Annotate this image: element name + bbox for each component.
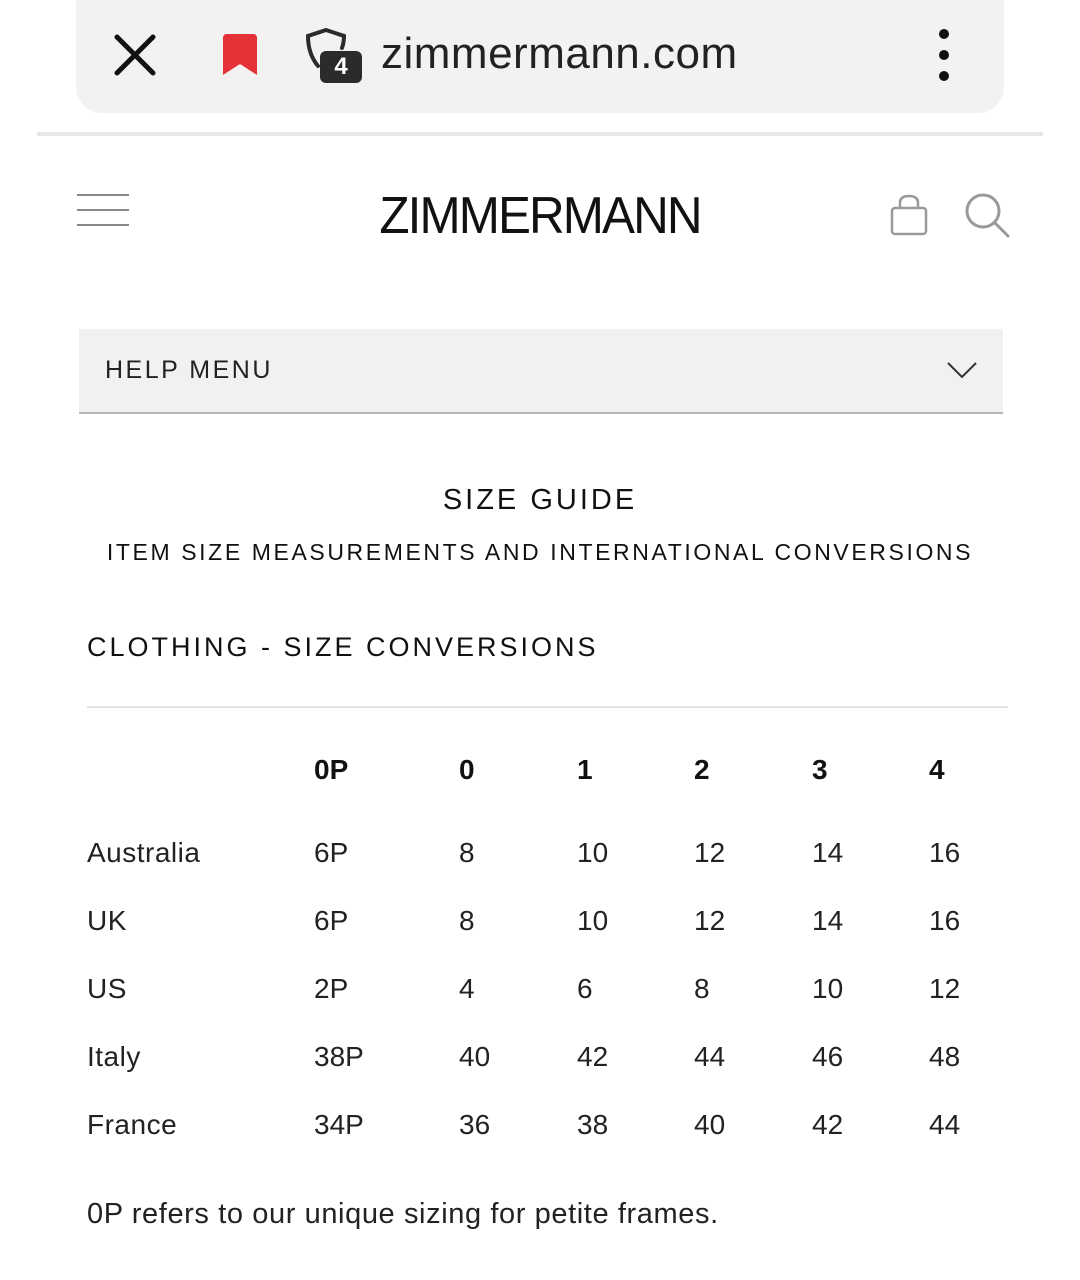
close-icon[interactable] xyxy=(112,32,158,78)
table-cell: 16 xyxy=(929,905,961,936)
bookmark-icon[interactable] xyxy=(220,32,260,78)
table-cell: 40 xyxy=(694,1109,726,1140)
chevron-down-icon xyxy=(945,359,979,381)
table-cell: 14 xyxy=(812,905,844,936)
table-cell: 46 xyxy=(812,1041,844,1072)
section-divider xyxy=(87,706,1008,708)
page-title: SIZE GUIDE xyxy=(442,484,638,516)
table-cell: 38 xyxy=(577,1109,609,1140)
country-label: UK xyxy=(87,905,127,936)
table-cell: 34P xyxy=(314,1109,364,1140)
table-cell: 44 xyxy=(929,1109,961,1140)
table-cell: 12 xyxy=(694,905,726,936)
country-label: Italy xyxy=(87,1041,141,1072)
table-cell: 42 xyxy=(577,1041,609,1072)
table-row xyxy=(87,823,1008,883)
table-cell: 40 xyxy=(459,1041,491,1072)
page-subtitle: ITEM SIZE MEASUREMENTS AND INTERNATIONAL CONVERSIONS xyxy=(106,539,974,565)
table-cell: 36 xyxy=(459,1109,491,1140)
table-cell: 12 xyxy=(929,973,961,1004)
column-header: 3 xyxy=(812,754,828,785)
site-logo[interactable]: ZIMMERMANN xyxy=(379,187,701,245)
table-cell: 38P xyxy=(314,1041,364,1072)
petite-sizing-footnote: 0P refers to our unique sizing for petite frames. xyxy=(87,1198,719,1230)
table-cell: 48 xyxy=(929,1041,961,1072)
table-cell: 4 xyxy=(459,973,475,1004)
tracker-count-badge: 4 xyxy=(320,51,362,83)
table-row xyxy=(87,959,1008,1019)
table-cell: 8 xyxy=(459,837,475,868)
table-cell: 8 xyxy=(459,905,475,936)
table-cell: 10 xyxy=(577,837,609,868)
table-cell: 6P xyxy=(314,905,349,936)
table-cell: 12 xyxy=(694,837,726,868)
more-vertical-icon[interactable] xyxy=(926,28,962,84)
table-cell: 6P xyxy=(314,837,349,868)
table-cell: 2P xyxy=(314,973,349,1004)
table-cell: 6 xyxy=(577,973,593,1004)
table-header-row xyxy=(87,740,1008,800)
table-cell: 8 xyxy=(694,973,710,1004)
table-cell: 44 xyxy=(694,1041,726,1072)
bag-icon[interactable] xyxy=(888,193,930,237)
table-row xyxy=(87,1095,1008,1155)
url-text[interactable]: zimmermann.com xyxy=(381,29,738,78)
country-label: France xyxy=(87,1109,178,1140)
table-cell: 42 xyxy=(812,1109,844,1140)
table-cell: 16 xyxy=(929,837,961,868)
help-menu-dropdown[interactable] xyxy=(79,329,1003,414)
column-header: 1 xyxy=(577,754,593,785)
section-title: CLOTHING - SIZE CONVERSIONS xyxy=(87,632,599,662)
column-header: 2 xyxy=(694,754,710,785)
table-cell: 14 xyxy=(812,837,844,868)
table-row xyxy=(87,1027,1008,1087)
table-cell: 10 xyxy=(577,905,609,936)
table-row xyxy=(87,891,1008,951)
country-label: US xyxy=(87,973,127,1004)
column-header: 0P xyxy=(314,754,349,785)
column-header: 4 xyxy=(929,754,945,785)
browser-divider xyxy=(37,132,1043,136)
menu-icon[interactable] xyxy=(77,193,129,229)
search-icon[interactable] xyxy=(962,190,1012,240)
column-header: 0 xyxy=(459,754,475,785)
help-menu-label: HELP MENU xyxy=(105,356,273,384)
table-cell: 10 xyxy=(812,973,844,1004)
country-label: Australia xyxy=(87,837,201,868)
